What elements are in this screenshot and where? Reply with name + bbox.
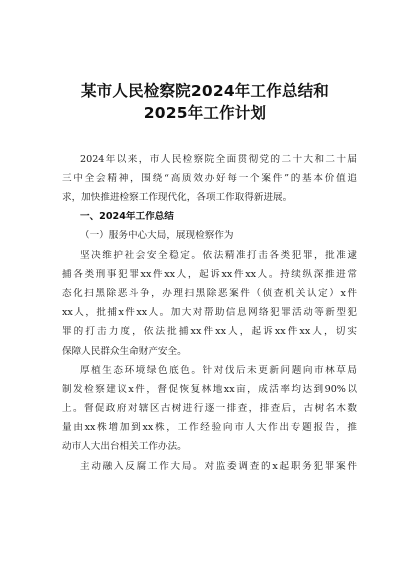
intro-paragraph-line: 2024年以来，市人民检察院全面贯彻党的二十大和二十届 [80, 154, 357, 165]
body-paragraph-line: 罪的打击力度，依法批捕xx件xx人，起诉xx件xx人，切实 [62, 326, 357, 337]
section-heading: 一、2024年工作总结 [80, 211, 174, 222]
body-paragraph-line: 主动融入反腐工作大局。对监委调查的x起职务犯罪案件 [80, 461, 357, 472]
body-paragraph-line: 制发检察建议x件，督促恢复林地xx亩，成活率均达到90%以 [62, 384, 357, 395]
body-paragraph-line: xx人，批捕x件xx人。加大对帮助信息网络犯罪活动等新型犯 [62, 307, 357, 318]
intro-paragraph-line: 求，加快推进检察工作现代化，各项工作取得新进展。 [62, 192, 293, 203]
body-paragraph-line: 量由xx株增加到xx株，工作经验向市人大作出专题报告，推 [62, 422, 357, 433]
body-paragraph-line: 厚植生态环境绿色底色。针对伐后未更新问题向市林草局 [80, 365, 357, 376]
document-title-line-1: 某市人民检察院2024年工作总结和 [80, 82, 330, 100]
body-paragraph-line: 坚决维护社会安全稳定。依法精准打击各类犯罪，批准逮 [80, 250, 357, 261]
document-title-line-2: 2025年工作计划 [143, 104, 267, 122]
body-paragraph-line: 动市人大出台相关工作办法。 [62, 441, 187, 452]
body-paragraph-line: 态化扫黑除恶斗争，办理扫黑除恶案件（侦查机关认定）x件 [62, 288, 357, 299]
intro-paragraph-line: 三中全会精神，围绕“高质效办好每一个案件”的基本价值追 [62, 173, 357, 184]
body-paragraph-line: 保障人民群众生命财产安全。 [62, 346, 187, 357]
body-paragraph-line: 上。督促政府对辖区古树进行逐一排查，排查后，古树名木数 [62, 403, 357, 414]
body-paragraph-line: 捕各类刑事犯罪xx件xx人，起诉xx件xx人。持续纵深推进常 [62, 269, 357, 280]
subsection-heading: （一）服务中心大局，展现检察作为 [80, 230, 234, 241]
